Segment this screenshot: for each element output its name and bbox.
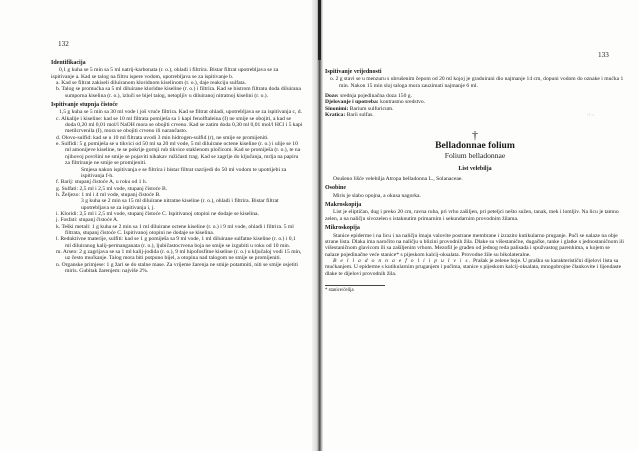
item-marker: a. — [56, 80, 60, 87]
item-text: Kad se filtrat zakiseli diluiranom kloridnom kiselinom (r. o.), daje reakciju sulfata. — [61, 80, 246, 87]
item-marker: d. — [56, 134, 61, 141]
item-marker: i. — [56, 210, 59, 217]
gutter-shadow — [318, 0, 321, 60]
item-marker: h. — [56, 191, 61, 198]
item-marker: b. — [56, 86, 61, 93]
item-marker: c. — [56, 115, 60, 122]
powder-label: B e l l a d o n n a e f o l i i p u l v i s. — [333, 257, 472, 264]
item-marker: j. — [56, 217, 59, 224]
item-marker: n. — [56, 261, 61, 268]
item-text: Smjesa nakon ispitivanja e se filtrira i bistar filtrat razrijedi do 50 ml vodom te upotrijebi za ispitivanja f-h. — [81, 166, 287, 179]
item-text: Olovo-sulfid: kad se u 10 ml filtrata uvodi 3 min hidrogen-sulfid (r), ne smije se promijeniti. — [61, 134, 269, 141]
test-item — [51, 167, 303, 180]
left-page-body — [51, 57, 303, 274]
section-heading: Osobine — [325, 185, 347, 192]
monograph-section: List velebilja — [458, 165, 492, 172]
item-text: Arsen: 2 g zagrijava se sa 1 ml kalij-jodida (r. o.), 9 ml hipofosfitne kiseline (r. o.) u ključaloj vodi 15 min, uz često mućkanje. Talog mora biti potpuno bijel, a otopina nad talogom ne smije se promijeniti. — [62, 248, 302, 262]
item-marker: e. — [56, 141, 60, 148]
item-marker: k. — [56, 223, 61, 230]
test-item — [51, 141, 303, 166]
footnote: * stanice/ćelija — [325, 287, 354, 293]
paragraph-text: Prašak je zelene boje. U prašku su karakteristični dijelovi lista sa mućkanjem. U epiderme s kutikularnim pruganjem i pučima, stanice s pijeskom kalcij-oksalata, mnogobrojne člankovite i lijendaste dlake te dijelovi provodnih žila. — [325, 257, 622, 277]
paragraph — [325, 258, 625, 277]
fact-value: Barium sulfuricum. — [349, 105, 394, 112]
item-text: Alkalije i kiseline: kad se 10 ml filtrata pomiješa sa 1 kapi fenolftaleina (I) ne smije se obojiti, a kad se doda 0,20 ml 0,01 mol/l NaOH mora se obojiti crveno. Kad se zatim doda 0,30 ml 0,01 mol/l HCl i 5 kapi metilcrvenila (I), mora se obojiti crveno ili narančasto. — [60, 115, 303, 135]
fact-label: Djelovanje i upotreba: — [325, 99, 379, 106]
test-item — [51, 198, 303, 211]
item-text: Kloridi: 2,5 ml i 2,5 ml vode, stupanj čistoće C. Ispitivanoj otopini ne dodaje se kiselina. — [60, 210, 259, 217]
item-marker: o. — [330, 76, 335, 83]
fact-label: Sinonimi: — [325, 105, 349, 112]
item-text: Teški metali: 1 g kuha se 2 min sa 1 ml diluirane octene kiseline (r. o.) i 9 ml vode, ohladi i filtrira. 5 ml filtrata, stupanj čistoće C. Ispitivanoj otopini ne dodaje se kiselina. — [61, 223, 294, 236]
item-text: Reduktivne materije, sulfiti: kad se 1 g pomiješa sa 9 ml vode, 1 ml diluirane sulfatne kiseline (r. o.) i 0,1 ml diluiranog kalij-permanganata (r. o.), ljubičastocrvena boja ne smije se izgubiti u roku od 10 min. — [60, 236, 296, 249]
test-item — [51, 236, 303, 249]
fact-label: Doze: — [325, 93, 339, 100]
left-page — [0, 0, 316, 451]
section-heading: Mikroskopija — [325, 225, 360, 232]
item-text: Sulfidi: 5 g pomiješa se u tikvici od 50 ml sa 20 ml vode, 5 ml diluirane octene kiseline (r. o.) i ulije se 10 ml amonijeve kiseline, te se pokrije gornji rub tikvice staklenom pločicom. Kad se promiješa (r. o.), te na njihovoj površini ne smije se pojaviti nikakav ružičasti trag. Kad se zagrije do ključanja, mrlja na papiru za filtriranje ne smije se promijeniti. — [61, 141, 301, 167]
fact-line — [325, 112, 625, 118]
item-text: Talog se promućka sa 5 ml diluirane kloridne kiseline (r. o.) i filtrira. Kad se bistrom filtratu doda diluirana sumporna kiselina (r. o.), izluči se bijel talog, netopljiv u diluiranoj nitratnoj kiselini (r. o.). — [61, 86, 301, 99]
test-item — [51, 67, 303, 80]
item-marker: m. — [56, 248, 62, 255]
test-item — [51, 116, 303, 135]
fact-value: Barii sulfas. — [346, 112, 374, 119]
fact-value: srednja pojedinačna doza 150 g. — [340, 93, 412, 100]
section-heading: Identifikacija — [51, 60, 86, 66]
item-text: Fosfati: stupanj čistoće A. — [60, 217, 119, 224]
item-text: 2 g stavi se u menzuru s ubrušenim čepom od 20 ml kojoj je graduirani dio najmanje 14 cm, dopuni vodom do oznake i mućka 1 min. Nakon 15 min sloj taloga mora zauzimati najmanje 6 ml. — [335, 76, 624, 89]
paragraph-text: List je eliptičan, dug i preko 20 cm, ravna ruba, pri vrhu zašiljen, pri peteljci nešto sužen, tanak, mek i lomljiv. Na licu je tamno zelen, a na naličju sivozelen s istaknutim primarnim i sekundarnim provodnim žilama. — [325, 209, 619, 222]
monograph-title: Belladonnae folium — [435, 139, 515, 151]
test-item — [51, 262, 303, 275]
item-marker: l. — [56, 236, 59, 243]
footnote-rule — [325, 285, 385, 286]
item-text: 1,5 g kuha se 5 min sa 30 ml vode i još vruće filtrira. Kad se filtrat ohladi, upotrebljava se za ispitivanja c, d. — [59, 109, 302, 116]
paragraph-text: Stanice epiderme i na licu i na naličju imaju valovite postrane membrane i izrazito kutikularno pruganje. Puči se nalaze na obje strane lista. Dlaka ima naročito na naličju u blizini provodnih žila. Dlake su višestanične, dugačke, tanke i glatke s jednostaničnom ili višestaničnom glavicom ili sa zašiljenim vrhom. Mezofil je građen od jednog reda palisada i spužvastog parenhima, u kojem se nalaze pojedinačne veće stanice* s pijeskom kalcij-oksalata. Provodne žile su bikolateralne. — [325, 232, 624, 258]
item-text: Sulfati: 2,5 ml i 2,5 ml vode, stupanj čistoće B. — [61, 185, 168, 192]
fact-value: kontrastno sredstvo. — [380, 99, 426, 106]
right-page-body — [325, 66, 625, 293]
section-heading: Ispitivanje stupnja čistoće — [51, 102, 118, 109]
item-marker: f. — [56, 179, 60, 186]
item-text: Željezo: 1 ml i 4 ml vode, stupanj čistoće B. — [61, 191, 161, 198]
item-marker: g. — [56, 185, 61, 192]
item-text: 3 g kuha se 2 min sa 15 ml diluirane nitratne kiseline (r. o.), ohladi i filtrira. Bistar filtrat upotrebljava se za ispitivanja i, j. — [81, 198, 279, 211]
fact-label: Kratica: — [325, 112, 346, 119]
test-item — [51, 224, 303, 237]
test-item — [51, 86, 303, 99]
test-item — [325, 76, 625, 89]
item-text: Organske primjese: 1 g žari se do stalne mase. Za vrijeme žarenja ne smije potamniti, niti se smije osjetiti miris. Gubitak žarenjem: najviše 2%. — [61, 261, 298, 274]
definition: Osušeno lišće velebilja Atropa belladonna L., Solanaceae. — [333, 176, 463, 183]
right-page — [323, 0, 638, 451]
scan-speck: ·: ·. — [587, 113, 595, 118]
right-page-number: 133 — [598, 51, 609, 59]
paragraph-text: Miris je slabo opojna, a okusa nagorka. — [333, 192, 421, 199]
cross-symbol: † — [472, 128, 478, 143]
paragraph — [325, 209, 625, 222]
item-text: Barij: stupanj čistoće A, u roku od 1 h. — [60, 179, 148, 186]
left-page-number: 132 — [58, 40, 69, 48]
test-item — [51, 249, 303, 262]
section-heading: Ispitivanje vrijednosti — [325, 69, 382, 75]
item-text: 0,1 g kuha se 5 min sa 5 ml natrij-karbonata (r. o.), ohladi i filtrira. Bistar filtrat upotrebljava se za ispitivanje a. Kad se talog na filtru ispere vodom, upotrebljava se za ispitivanje b. — [51, 67, 279, 80]
paragraph — [325, 193, 625, 199]
section-heading: Makroskopija — [325, 202, 362, 209]
paragraph — [325, 233, 625, 258]
monograph-subtitle: Folium belladonnae — [444, 150, 506, 160]
